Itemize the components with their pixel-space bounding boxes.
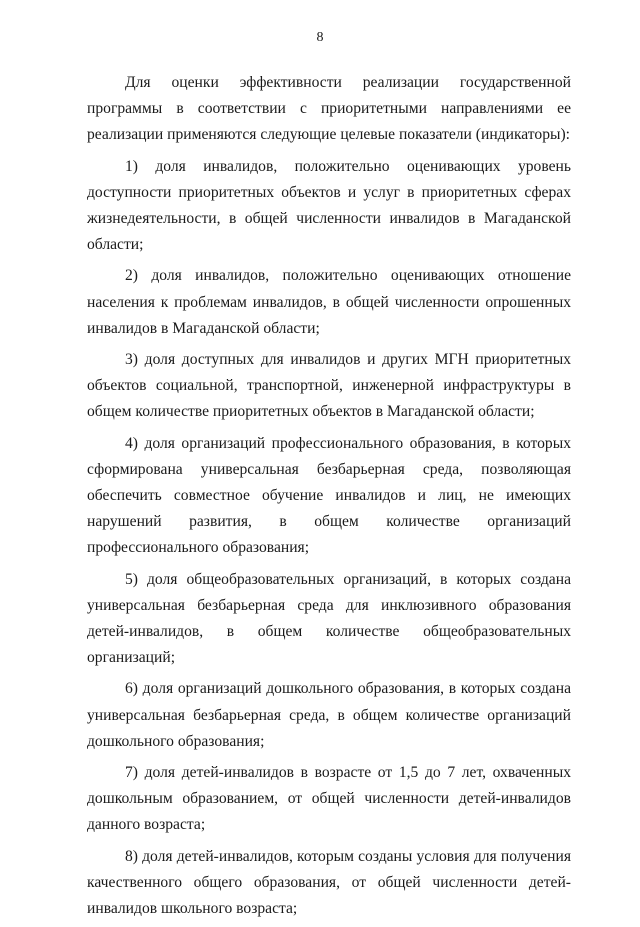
indicator-5-paragraph: 5) доля общеобразовательных организаций, в которых создана универсальная безбарьерная среда для инклюзивного образования детей-инвалидов, в общем количестве общеобразовательных организаций; (87, 570, 571, 667)
page-number: 8 (316, 30, 324, 45)
indicator-7-paragraph: 7) доля детей-инвалидов в возрасте от 1,5 до 7 лет, охваченных дошкольным образованием, от общей численности детей-инвалидов данного возраста; (87, 764, 571, 834)
indicator-4-paragraph: 4) доля организаций профессионального образования, в которых сформирована универсальная безбарьерная среда, позволяющая обеспечить совместное обучение инвалидов и лиц, не имеющих нарушений развития, в общем количестве организаций профессионального образования; (87, 434, 571, 557)
indicator-2-paragraph: 2) доля инвалидов, положительно оценивающих отношение населения к проблемам инвалидов, в общей численности опрошенных инвалидов в Магаданской области; (87, 267, 571, 337)
indicator-8-paragraph: 8) доля детей-инвалидов, которым созданы условия для получения качественного общего образования, от общей численности детей-инвалидов школьного возраста; (87, 847, 571, 918)
indicator-1-paragraph: 1) доля инвалидов, положительно оценивающих уровень доступности приоритетных объектов и услуг в приоритетных сферах жизнедеятельности, в общей численности инвалидов в Магаданской области; (87, 157, 571, 254)
indicator-3-paragraph: 3) доля доступных для инвалидов и других МГН приоритетных объектов социальной, транспортной, инженерной инфраструктуры в общем количестве приоритетных объектов в Магаданской области; (87, 351, 571, 421)
intro-paragraph: Для оценки эффективности реализации государственной программы в соответствии с приоритетными направлениями ее реализации применяются следующие целевые показатели (индикаторы): (87, 74, 571, 144)
indicator-6-paragraph: 6) доля организаций дошкольного образования, в которых создана универсальная безбарьерная среда, в общем количестве организаций дошкольного образования; (87, 680, 571, 750)
document-body (87, 70, 571, 927)
